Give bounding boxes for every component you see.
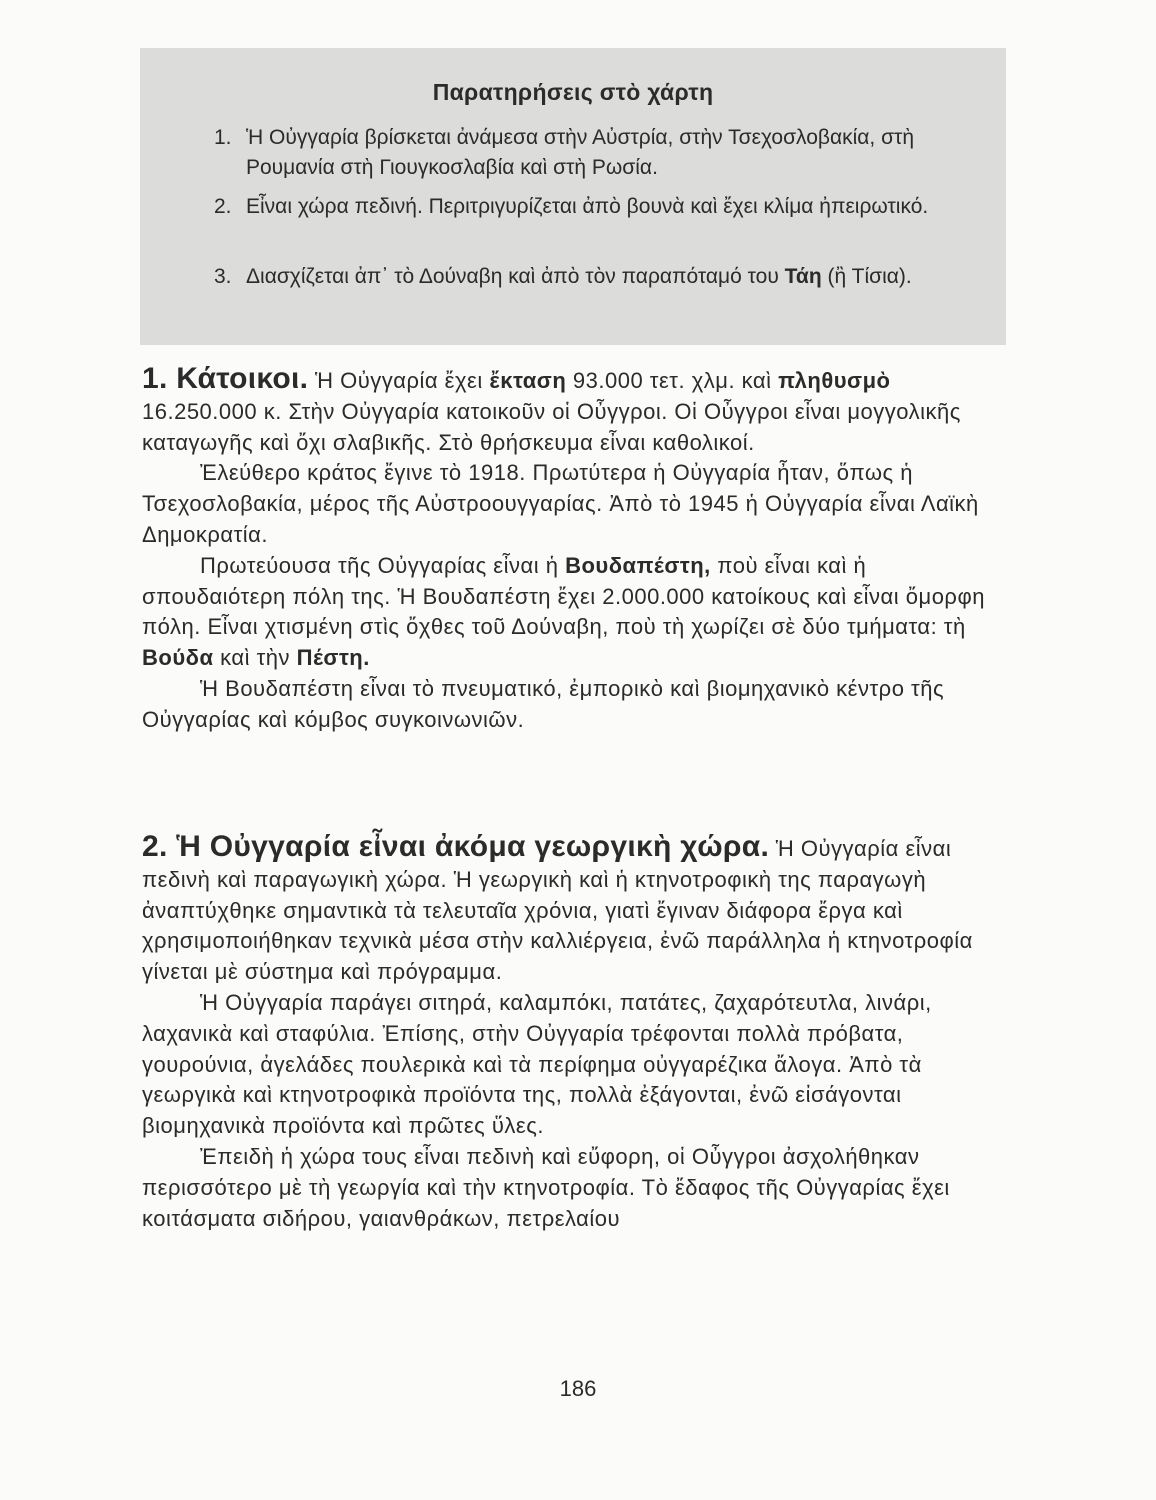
note-text: Ἡ Οὐγγαρία βρίσκεται ἀνάμεσα στὴν Αὐστρία, στὴν Τσεχοσλοβακία, στὴ Ρουμανία στὴ Γιουγκοσλαβία καὶ στὴ Ρωσία. xyxy=(246,126,915,179)
paragraph: 1. Κάτοικοι. Ἡ Οὐγγαρία ἔχει ἔκταση 93.000 τετ. χλμ. καὶ πληθυσμὸ 16.250.000 κ. Στὴν Οὐγγαρία κατοικοῦν οἱ Οὖγγροι. Οἱ Οὖγγροι εἶναι μογγολικῆς καταγωγῆς καὶ ὄχι σλαβικῆς. Στὸ θρήσκευμα εἶναι καθολικοί. xyxy=(142,362,961,455)
paragraph: 2. Ἡ Οὐγγαρία εἶναι ἀκόμα γεωργικὴ χώρα. Ἡ Οὐγγαρία εἶναι πεδινὴ καὶ παραγωγικὴ χώρα. Ἡ γεωργικὴ καὶ ἡ κτηνοτροφικὴ της παραγωγὴ ἀναπτύχθηκε σημαντικὰ τὰ τελευταῖα χρόνια, γιατὶ ἔγιναν διάφορα ἔργα καὶ χρησιμοποιήθηκαν τεχνικὰ μέσα στὴν καλλιέργεια, ἐνῶ παράλληλα ἡ κτηνοτροφία γίνεται μὲ σύστημα καὶ πρόγραμμα. xyxy=(142,830,973,985)
note-text: Διασχίζεται ἀπ᾽ τὸ Δούναβη καὶ ἀπὸ τὸν παραπόταμό του Τάη (ἢ Τίσια). xyxy=(246,265,912,288)
map-note-2 xyxy=(214,192,974,222)
section-inhabitants xyxy=(142,364,1008,736)
river-name: Τάη xyxy=(784,265,822,288)
map-notes-title: Παρατηρήσεις στὸ χάρτη xyxy=(432,79,714,105)
note-number: 1. xyxy=(214,126,232,149)
note-text: Εἶναι χώρα πεδινή. Περιτριγυρίζεται ἀπὸ βουνὰ καὶ ἔχει κλίμα ἠπειρωτικό. xyxy=(246,195,929,218)
map-note-3 xyxy=(214,262,974,292)
page-number: 186 xyxy=(559,1376,597,1401)
section-heading: 1. Κάτοικοι. xyxy=(142,362,309,395)
paragraph: Ἐλεύθερο κράτος ἔγινε τὸ 1918. Πρωτύτερα ἡ Οὐγγαρία ἦταν, ὅπως ἡ Τσεχοσλοβακία, μέρος τῆς Αὐστροουγγαρίας. Ἀπὸ τὸ 1945 ἡ Οὐγγαρία εἶναι Λαϊκὴ Δημοκρατία. xyxy=(142,460,979,547)
note-number: 3. xyxy=(214,265,232,288)
section-agriculture xyxy=(142,832,1008,1234)
paragraph: Ἡ Οὐγγαρία παράγει σιτηρά, καλαμπόκι, πατάτες, ζαχαρότευτλα, λινάρι, λαχανικὰ καὶ σταφύλια. Ἐπίσης, στὴν Οὐγγαρία τρέφονται πολλὰ πρόβατα, γουρούνια, ἀγελάδες πουλερικὰ καὶ τὰ περίφημα οὐγγαρέζικα ἄλογα. Ἀπὸ τὰ γεωργικὰ καὶ κτηνοτροφικὰ προϊόντα της, πολλὰ ἐξάγονται, ἐνῶ εἰσάγονται βιομηχανικὰ προϊόντα καὶ πρῶτες ὕλες. xyxy=(142,989,932,1139)
section-heading: 2. Ἡ Οὐγγαρία εἶναι ἀκόμα γεωργικὴ χώρα. xyxy=(142,830,770,863)
paragraph: Ἐπειδὴ ἡ χώρα τους εἶναι πεδινὴ καὶ εὔφορη, οἱ Οὖγγροι ἀσχολήθηκαν περισσότερο μὲ τὴ γεωργία καὶ τὴν κτηνοτροφία. Τὸ ἔδαφος τῆς Οὐγγαρίας ἔχει κοιτάσματα σιδήρου, γαιανθράκων, πετρελαίου xyxy=(142,1143,950,1231)
map-note-1 xyxy=(214,123,974,183)
note-number: 2. xyxy=(214,195,232,218)
paragraph: Πρωτεύουσα τῆς Οὐγγαρίας εἶναι ἡ Βουδαπέστη, ποὺ εἶναι καὶ ἡ σπουδαιότερη πόλη της. Ἡ Βουδαπέστη ἔχει 2.000.000 κατοίκους καὶ εἶναι ὄμορφη πόλη. Εἶναι χτισμένη στὶς ὄχθες τοῦ Δούναβη, ποὺ τὴ χωρίζει σὲ δύο τμήματα: τὴ Βούδα καὶ τὴν Πέστη. xyxy=(142,552,985,671)
paragraph: Ἡ Βουδαπέστη εἶναι τὸ πνευματικό, ἐμπορικὸ καὶ βιομηχανικὸ κέντρο τῆς Οὐγγαρίας καὶ κόμβος συγκοινωνιῶν. xyxy=(142,675,945,732)
